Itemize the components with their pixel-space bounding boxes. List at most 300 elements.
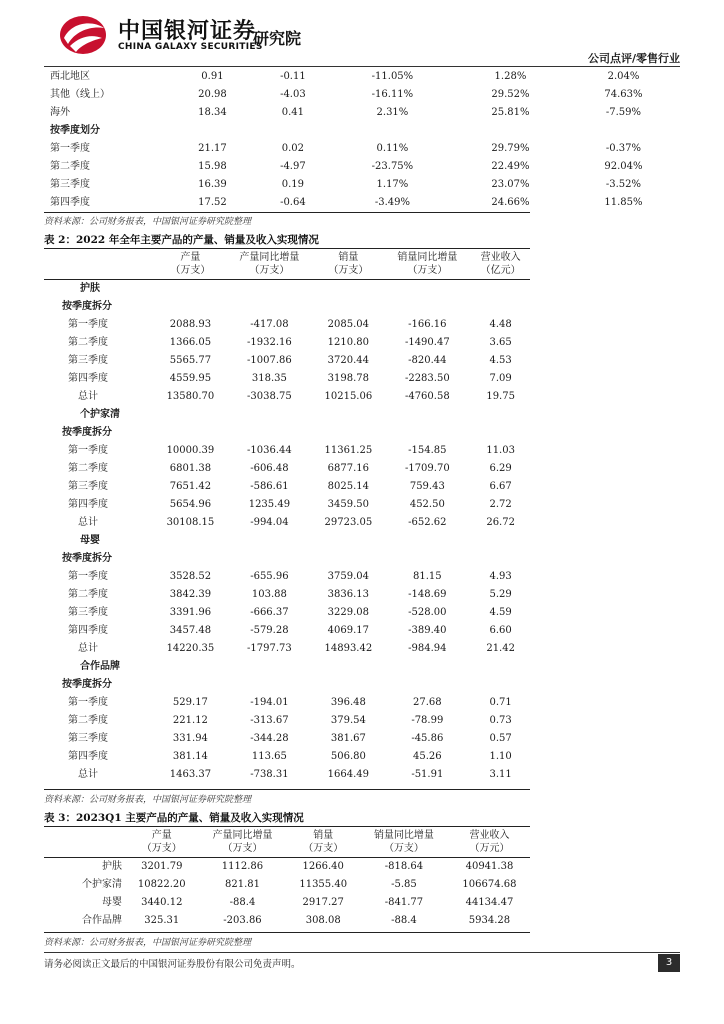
row-label: 个护家清: [80, 409, 120, 420]
column-header-name: 产量: [151, 830, 172, 841]
table-cell: 759.43: [409, 481, 445, 492]
column-header-unit: （万支）: [303, 843, 344, 854]
row-label: 总计: [78, 391, 98, 402]
table-row: [44, 622, 530, 640]
table-cell: [155, 424, 225, 442]
page-header: [0, 0, 724, 70]
column-header-name: 产量同比增量: [212, 830, 273, 841]
table-cell: 7651.42: [169, 481, 212, 492]
table-cell: 16.39: [198, 179, 227, 190]
table-row: [44, 370, 530, 388]
table-row: [44, 712, 530, 730]
row-label: 总计: [78, 769, 98, 780]
table-cell: -738.31: [250, 769, 289, 780]
table-cell: [313, 532, 383, 550]
table-cell: -984.94: [408, 643, 447, 654]
table-cell: -3.49%: [374, 197, 410, 208]
table-row: [44, 442, 530, 460]
table-cell: 1266.40: [287, 858, 359, 877]
column-header-unit: （万支）: [383, 843, 424, 854]
table-cell: 11.85%: [604, 197, 643, 208]
table-cell: 221.12: [172, 715, 208, 726]
table-row: [44, 694, 530, 712]
table-cell: -0.37%: [605, 143, 642, 154]
table-row: [44, 550, 530, 568]
row-label: 第二季度: [68, 463, 108, 474]
table-cell: -389.40: [408, 625, 447, 636]
table-cell: -606.48: [250, 463, 289, 474]
table-cell: 21.42: [486, 643, 515, 654]
table-cell: [454, 122, 567, 140]
table-cell: 3391.96: [169, 607, 212, 618]
table-cell: 3.65: [489, 337, 512, 348]
table-cell: -194.01: [250, 697, 289, 708]
regional-revenue-table: [44, 68, 680, 212]
table1-bottom-rule: [44, 212, 530, 213]
table-cell: -417.08: [250, 319, 289, 330]
table-cell: -666.37: [250, 607, 289, 618]
table-cell: [225, 298, 313, 316]
table-cell: [471, 532, 530, 550]
column-header-unit: （万支）: [407, 265, 448, 276]
table-cell: [170, 122, 255, 140]
table-cell: 4559.95: [169, 373, 212, 384]
table-cell: -16.11%: [371, 89, 414, 100]
row-label: 第一季度: [68, 319, 108, 330]
table1-source: 资料来源：公司财务报表，中国银河证券研究院整理: [44, 217, 252, 227]
table-row: [44, 140, 680, 158]
table-cell: -1036.44: [247, 445, 292, 456]
table-row: [44, 104, 680, 122]
table-cell: -5.85: [391, 879, 417, 890]
table-cell: 0.02: [281, 143, 305, 154]
table3-caption: 表 3：2023Q1 主要产品的产量、销量及收入实现情况: [44, 812, 304, 824]
row-label: 第一季度: [50, 143, 90, 154]
row-label: 母婴: [102, 897, 122, 908]
row-label: 第一季度: [68, 445, 108, 456]
table-cell: 20.98: [198, 89, 227, 100]
table-cell: 2.72: [489, 499, 512, 510]
table-row: [44, 496, 530, 514]
table-cell: 11.03: [486, 445, 515, 456]
table-row: [44, 194, 680, 212]
table-cell: 381.67: [330, 733, 366, 744]
table-cell: 0.57: [489, 733, 512, 744]
table-cell: 14893.42: [324, 643, 373, 654]
table-cell: -820.44: [408, 355, 447, 366]
table-cell: 4.53: [489, 355, 512, 366]
brand-name-cn: 中国银河证券: [118, 19, 257, 44]
row-label: 第三季度: [68, 607, 108, 618]
table-cell: 1463.37: [169, 769, 212, 780]
table-cell: [225, 406, 313, 424]
table-cell: 5565.77: [169, 355, 212, 366]
table-cell: 1210.80: [327, 337, 370, 348]
table-cell: [225, 676, 313, 694]
table-cell: 325.31: [144, 915, 180, 926]
table-row: [44, 876, 530, 894]
table3-source: 资料来源：公司财务报表，中国银河证券研究院整理: [44, 938, 252, 948]
column-header: [359, 827, 449, 858]
table-cell: 7.09: [489, 373, 512, 384]
institute-label: 研究院: [253, 29, 302, 48]
table-cell: [471, 658, 530, 676]
table-cell: 4.59: [489, 607, 512, 618]
table-cell: 10215.06: [324, 391, 373, 402]
table-cell: 30108.15: [166, 517, 215, 528]
row-label: 按季度拆分: [62, 553, 112, 564]
table-cell: 3528.52: [169, 571, 212, 582]
header-blank: [44, 827, 126, 858]
table-cell: [383, 406, 471, 424]
table-cell: 40941.38: [449, 858, 530, 877]
table-row: [44, 532, 530, 550]
table-cell: 2088.93: [169, 319, 212, 330]
column-header-name: 营业收入: [469, 830, 510, 841]
table-cell: 3229.08: [327, 607, 370, 618]
header-divider: [44, 66, 680, 67]
table-cell: 3457.48: [169, 625, 212, 636]
table-cell: -78.99: [411, 715, 444, 726]
table-cell: [313, 658, 383, 676]
table-cell: -2283.50: [404, 373, 450, 384]
table-cell: -994.04: [250, 517, 289, 528]
column-header: [126, 827, 198, 858]
column-header: [198, 827, 288, 858]
galaxy-logo-icon: [58, 14, 108, 56]
table-cell: 29723.05: [324, 517, 373, 528]
table-cell: 2.31%: [376, 107, 409, 118]
table-cell: -313.67: [250, 715, 289, 726]
table-cell: 10822.20: [137, 879, 186, 890]
table-cell: 14220.35: [166, 643, 215, 654]
table-cell: 4069.17: [327, 625, 370, 636]
table-row: [44, 334, 530, 352]
table-row: [44, 316, 530, 334]
table-cell: -818.64: [359, 858, 449, 877]
report-category: 公司点评/零售行业: [587, 52, 680, 65]
table-cell: 17.52: [198, 197, 227, 208]
row-label: 第四季度: [68, 373, 108, 384]
table-cell: 6.29: [489, 463, 512, 474]
table-row: [44, 86, 680, 104]
table-cell: [313, 406, 383, 424]
table-cell: 331.94: [172, 733, 208, 744]
column-header-unit: （亿元）: [480, 265, 521, 276]
table-cell: -579.28: [250, 625, 289, 636]
table-cell: [255, 122, 331, 140]
table-cell: 81.15: [413, 571, 442, 582]
table-cell: 92.04%: [604, 161, 643, 172]
table-cell: [383, 658, 471, 676]
table-cell: 113.65: [251, 751, 287, 762]
row-label: 总计: [78, 517, 98, 528]
row-label: 护肤: [44, 280, 155, 299]
column-header: [225, 249, 313, 280]
table-cell: 3201.79: [126, 858, 198, 877]
table-cell: [567, 122, 680, 140]
table-cell: 1.10: [489, 751, 512, 762]
row-label: 总计: [78, 643, 98, 654]
table-cell: [225, 532, 313, 550]
table-cell: 5.29: [489, 589, 512, 600]
row-label: 按季度拆分: [62, 679, 112, 690]
column-header: [383, 249, 471, 280]
table-cell: [155, 280, 225, 299]
table-cell: [155, 658, 225, 676]
table-cell: -652.62: [408, 517, 447, 528]
table-cell: 3842.39: [169, 589, 212, 600]
table-cell: 3720.44: [327, 355, 370, 366]
table-cell: 1235.49: [248, 499, 291, 510]
footer-divider: [44, 952, 680, 953]
table-cell: -11.05%: [371, 71, 414, 82]
table-cell: 44134.47: [465, 897, 514, 908]
table-cell: 18.34: [198, 107, 227, 118]
row-label: 海外: [50, 107, 70, 118]
table-cell: -1797.73: [247, 643, 292, 654]
table-cell: [155, 550, 225, 568]
table-cell: 3440.12: [141, 897, 183, 908]
table-cell: 22.49%: [491, 161, 530, 172]
column-header: [449, 827, 530, 858]
table-cell: 5934.28: [468, 915, 511, 926]
table-cell: -203.86: [223, 915, 262, 926]
brand-name-en: CHINA GALAXY SECURITIES: [118, 42, 263, 52]
table-cell: -655.96: [250, 571, 289, 582]
table-cell: -7.59%: [605, 107, 642, 118]
row-label: 按季度拆分: [62, 427, 112, 438]
table-cell: [225, 658, 313, 676]
table-row: [44, 766, 530, 784]
table-cell: 0.91: [201, 71, 224, 82]
table-row: [44, 424, 530, 442]
table-cell: -0.11: [280, 71, 306, 82]
table-row: [44, 748, 530, 766]
table-cell: 45.26: [413, 751, 442, 762]
table-cell: 1366.05: [169, 337, 212, 348]
table-cell: 25.81%: [491, 107, 530, 118]
column-header: [471, 249, 530, 280]
table-cell: 11355.40: [299, 879, 348, 890]
column-header-name: 营业收入: [480, 252, 521, 263]
table-cell: 2.04%: [607, 71, 640, 82]
table-cell: [313, 280, 383, 299]
column-header-unit: （万支）: [141, 843, 182, 854]
column-header: [155, 249, 225, 280]
row-label: 第一季度: [68, 571, 108, 582]
row-label: 第三季度: [68, 481, 108, 492]
row-label: 第四季度: [68, 751, 108, 762]
annual-products-table: [44, 249, 530, 784]
table-cell: 0.11%: [376, 143, 409, 154]
column-header-name: 产量: [180, 252, 201, 263]
table-cell: -841.77: [384, 897, 424, 908]
column-header-name: 销量: [338, 252, 359, 263]
table-row: [44, 604, 530, 622]
table-cell: 506.80: [330, 751, 366, 762]
column-header-unit: （万元）: [469, 843, 510, 854]
row-label: 第一季度: [68, 697, 108, 708]
table-cell: -4760.58: [404, 391, 450, 402]
table-cell: [225, 550, 313, 568]
table-cell: [471, 676, 530, 694]
column-header-name: 销量: [313, 830, 334, 841]
row-label: 第三季度: [50, 179, 90, 190]
row-label: 第二季度: [50, 161, 90, 172]
table-cell: [155, 676, 225, 694]
table-cell: 529.17: [172, 697, 208, 708]
header-blank: [44, 249, 155, 280]
table-cell: 3.11: [489, 769, 512, 780]
row-label: 第二季度: [68, 337, 108, 348]
table-cell: [155, 406, 225, 424]
table-cell: 379.54: [330, 715, 366, 726]
column-header-unit: （万支）: [170, 265, 211, 276]
table-row: [44, 298, 530, 316]
table-cell: 13580.70: [166, 391, 215, 402]
table-cell: -4.03: [280, 89, 306, 100]
table-cell: 19.75: [486, 391, 515, 402]
table-row: [44, 68, 680, 86]
table-cell: 1112.86: [198, 858, 288, 877]
table-cell: 0.71: [489, 697, 512, 708]
table-cell: 21.17: [198, 143, 227, 154]
row-label: 合作品牌: [82, 915, 122, 926]
table3-bottom-rule: [44, 932, 530, 933]
table-row: [44, 586, 530, 604]
table-cell: 318.35: [251, 373, 287, 384]
table2-bottom-rule: [44, 789, 530, 790]
table2-source: 资料来源：公司财务报表，中国银河证券研究院整理: [44, 795, 252, 805]
table-cell: 1664.49: [327, 769, 370, 780]
table-cell: -51.91: [411, 769, 444, 780]
row-label: 按季度划分: [50, 125, 100, 136]
table-row: [44, 858, 530, 877]
table-cell: 308.08: [305, 915, 341, 926]
table-cell: -1709.70: [404, 463, 450, 474]
table-row: [44, 388, 530, 406]
table-row: [44, 352, 530, 370]
row-label: 按季度拆分: [62, 301, 112, 312]
table-row: [44, 406, 530, 424]
table-row: [44, 280, 530, 299]
table-cell: 3836.13: [327, 589, 370, 600]
table-cell: 24.66%: [491, 197, 530, 208]
table-cell: -88.4: [391, 915, 417, 926]
table-cell: 11361.25: [324, 445, 373, 456]
table-row: [44, 894, 530, 912]
row-label: 其他（线上）: [50, 89, 110, 100]
table-cell: 452.50: [409, 499, 445, 510]
row-label: 第二季度: [68, 589, 108, 600]
table-cell: 8025.14: [327, 481, 370, 492]
table-cell: [471, 406, 530, 424]
table-cell: -3038.75: [247, 391, 292, 402]
table-cell: [155, 298, 225, 316]
table-cell: 0.73: [489, 715, 512, 726]
table-cell: 3459.50: [327, 499, 370, 510]
table-cell: 821.81: [224, 879, 260, 890]
table-cell: [471, 550, 530, 568]
table-row: [44, 658, 530, 676]
row-label: 第四季度: [68, 625, 108, 636]
table-cell: [225, 424, 313, 442]
table-cell: -3.52%: [605, 179, 642, 190]
table-cell: 1.17%: [376, 179, 409, 190]
row-label: 合作品牌: [80, 661, 120, 672]
table-cell: 6877.16: [327, 463, 370, 474]
table-cell: -528.00: [408, 607, 447, 618]
column-header: [313, 249, 383, 280]
row-label: 第二季度: [68, 715, 108, 726]
row-label: 第四季度: [68, 499, 108, 510]
table-cell: -166.16: [408, 319, 447, 330]
table-cell: 0.41: [281, 107, 305, 118]
table-cell: 10000.39: [166, 445, 215, 456]
column-header-unit: （万支）: [328, 265, 369, 276]
table-row: [44, 676, 530, 694]
table-cell: -0.64: [280, 197, 306, 208]
column-header-name: 产量同比增量: [239, 252, 300, 263]
table-cell: 106674.68: [462, 879, 517, 890]
table-cell: 27.68: [413, 697, 442, 708]
table-row: [44, 912, 530, 930]
table-cell: 5654.96: [169, 499, 212, 510]
column-header-name: 销量同比增量: [373, 830, 434, 841]
table-cell: 396.48: [330, 697, 366, 708]
table-cell: -23.75%: [371, 161, 414, 172]
row-label: 第三季度: [68, 355, 108, 366]
table-row: [44, 568, 530, 586]
table-cell: -88.4: [229, 897, 256, 908]
table-row: [44, 176, 680, 194]
table-row: [44, 514, 530, 532]
table-cell: 6.67: [489, 481, 512, 492]
table-cell: -1007.86: [247, 355, 292, 366]
table-cell: 23.07%: [491, 179, 530, 190]
table-cell: [383, 298, 471, 316]
row-label: 护肤: [44, 858, 126, 877]
table-cell: 4.93: [489, 571, 512, 582]
table-cell: -148.69: [408, 589, 447, 600]
table-cell: [383, 532, 471, 550]
table-cell: 29.52%: [491, 89, 530, 100]
table-row: [44, 478, 530, 496]
table-cell: -154.85: [408, 445, 447, 456]
table-cell: 6801.38: [169, 463, 212, 474]
table-cell: 0.19: [281, 179, 305, 190]
row-label: 第三季度: [68, 733, 108, 744]
table-row: [44, 730, 530, 748]
table-cell: 4.48: [489, 319, 512, 330]
table-row: [44, 640, 530, 658]
table-cell: -1932.16: [247, 337, 292, 348]
table-cell: [313, 550, 383, 568]
table-cell: [471, 280, 530, 299]
table-cell: [313, 424, 383, 442]
table2-caption: 表 2：2022 年全年主要产品的产量、销量及收入实现情况: [44, 234, 319, 246]
table-cell: 103.88: [251, 589, 287, 600]
column-header-unit: （万支）: [249, 265, 290, 276]
table-cell: -586.61: [250, 481, 289, 492]
table-cell: [155, 532, 225, 550]
table-cell: [471, 298, 530, 316]
table-cell: 3198.78: [327, 373, 370, 384]
row-label: 个护家清: [82, 879, 122, 890]
table-cell: [471, 424, 530, 442]
table-cell: -4.97: [280, 161, 306, 172]
